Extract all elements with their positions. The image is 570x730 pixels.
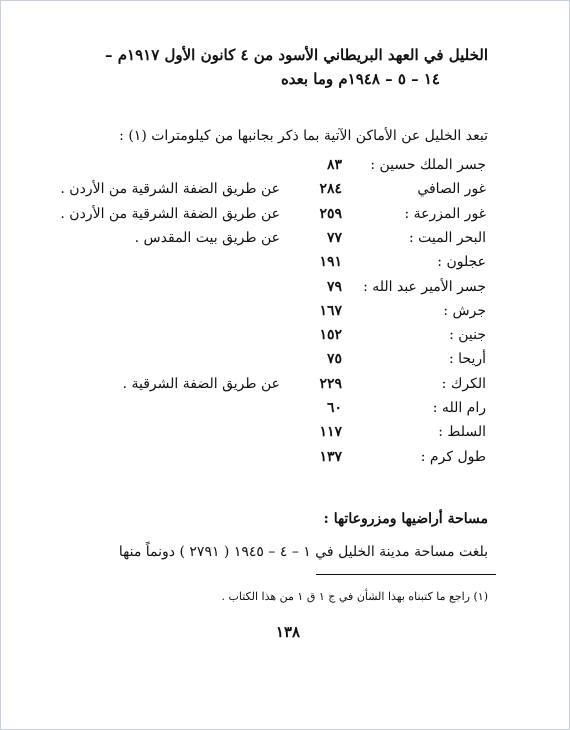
place-name: أريحا : (448, 351, 486, 368)
place-name: الكرك : (441, 375, 486, 392)
distance-km: ٦٠ (326, 400, 342, 416)
distance-km: ١١٧ (319, 424, 342, 441)
distance-row (0, 400, 570, 426)
place-name: السلط : (438, 424, 486, 441)
place-name: جسر الأمير عبد الله : (363, 278, 486, 295)
distance-row (0, 303, 570, 329)
footnote-divider (316, 574, 496, 575)
distance-row (0, 206, 570, 232)
route-note: عن طريق الضفة الشرقية من الأردن . (60, 181, 280, 198)
place-name: غور المزرعة : (404, 205, 486, 222)
footnote: (١) راجع ما كتبناه بهذا الشأن في ج ١ ق ١ من هذا الكتاب . (221, 590, 488, 603)
place-name: غور الصافي (417, 181, 486, 198)
distance-row (0, 449, 570, 475)
distance-km: ١٥٢ (319, 327, 342, 344)
place-name: طول كرم : (420, 448, 486, 465)
place-name: جسر الملك حسين : (370, 157, 486, 173)
place-name: رام الله : (432, 400, 486, 416)
distance-row (0, 424, 570, 450)
page-number: ١٣٨ (275, 623, 301, 641)
distance-row (0, 376, 570, 402)
distance-km: ٧٧ (326, 229, 342, 246)
body-paragraph: بلغت مساحة مدينة الخليل في ١ – ٤ – ١٩٤٥ ( ٢٧٩١ ) دونماً منها (118, 544, 488, 560)
place-name: جرش : (443, 302, 486, 319)
distance-km: ٨٣ (326, 157, 342, 173)
distance-km: ٢٨٤ (319, 181, 342, 198)
route-note: عن طريق الضفة الشرقية من الأردن . (60, 205, 280, 222)
distance-row (0, 157, 570, 183)
place-name: جنين : (449, 327, 486, 344)
route-note: عن طريق الضفة الشرقية . (122, 375, 280, 392)
distance-row (0, 254, 570, 280)
distance-row (0, 279, 570, 305)
page-title-line-2: ١٤ – ٥ – ١٩٤٨م وما بعده (280, 70, 440, 88)
distance-km: ٢٢٩ (319, 375, 342, 392)
distance-row (0, 327, 570, 353)
distance-km: ١٩١ (319, 254, 342, 271)
intro-paragraph: تبعد الخليل عن الأماكن الآتية بما ذكر بجانبها من كيلومترات (١) : (119, 128, 488, 144)
distance-km: ٧٥ (326, 351, 342, 368)
distance-km: ٧٩ (326, 278, 342, 295)
section-heading: مساحة أراضيها ومزروعاتها : (323, 511, 488, 527)
distance-km: ١٦٧ (319, 302, 342, 319)
distance-row (0, 181, 570, 207)
route-note: عن طريق بيت المقدس . (134, 229, 280, 246)
page-title-line-1: الخليل في العهد البريطاني الأسود من ٤ كانون الأول ١٩١٧م – (105, 46, 488, 64)
place-name: عجلون : (437, 254, 486, 271)
distance-row (0, 351, 570, 377)
place-name: البحر الميت : (409, 229, 486, 246)
distance-km: ١٣٧ (319, 448, 342, 465)
distance-row (0, 230, 570, 256)
distance-km: ٢٥٩ (319, 205, 342, 222)
